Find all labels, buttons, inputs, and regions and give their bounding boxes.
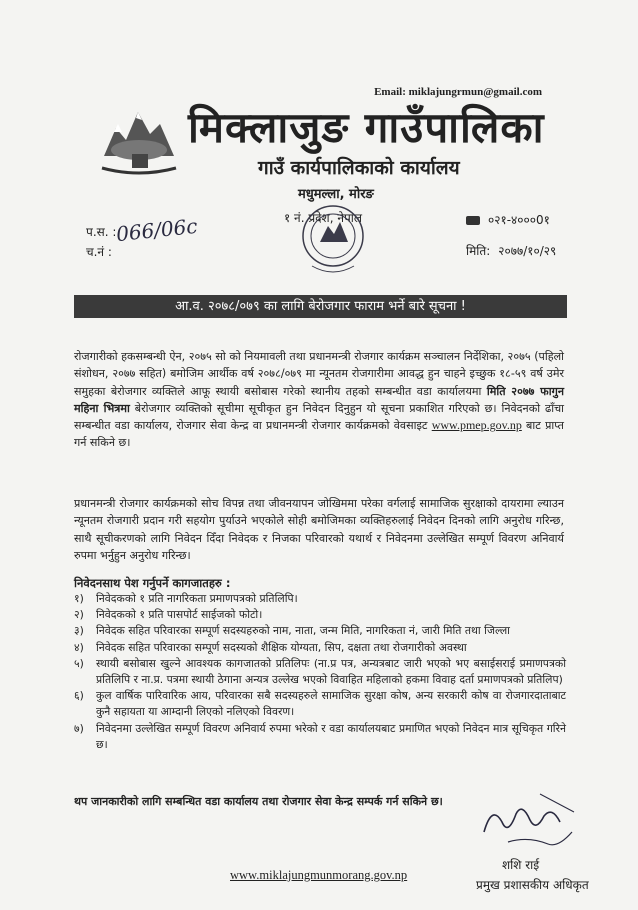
office-address: मधुमल्ला, मोरङ xyxy=(298,187,374,202)
body-paragraph-1 xyxy=(74,348,564,452)
notice-date xyxy=(466,242,556,259)
official-stamp-seal xyxy=(298,198,368,280)
telephone-icon xyxy=(466,216,480,225)
list-item: ६) कुल वार्षिक पारिवारिक आय, परिवारका सबै सदस्यहरुले सामाजिक सुरक्षा कोष, अन्य सरकारी कोष वा रोजगारदाताबाट कुनै सहायता या आम्दानी लिएको नलिएको विवरण। xyxy=(74,689,566,719)
reference-label: प.स. : xyxy=(86,225,117,239)
list-item: २) निवेदकको १ प्रति पासपोर्ट साईजको फोटो। xyxy=(74,608,263,622)
notice-title-banner: आ.व. २०७८/०७९ का लागि बेरोजगार फाराम भर्ने बारे सूचना ! xyxy=(74,295,567,318)
pmep-website-link[interactable]: www.pmep.gov.np xyxy=(431,418,522,433)
body-paragraph-2: प्रधानमन्त्री रोजगार कार्यक्रमको सोच विपन्न तथा जीवनयापन जोखिममा परेका वर्गलाई सामाजिक सुरक्षाको दायरामा ल्याउन न्यूनतम रोजगारी प्रदान गरी सहयोग पुर्याउने भएकोले सोही बमोजिमका व्यक्तिहरुलाई निवेदन दिनको लागि अनुरोध गरिन्छ, साथै सूचीकरणको लागि निवेदन दिँदा निवेदक र निजका परिवारको यथार्थ र निवेदनमा उल्लेखित सम्पूर्ण विवरण अनिवार्य रुपमा भर्नुहुन अनुरोध गरिन्छ। xyxy=(74,497,564,562)
nepal-emblem-logo xyxy=(96,98,182,178)
list-item: ५) स्थायी बसोबास खुल्ने आवश्यक कागजातको प्रतिलिपः (ना.प्र पत्र, अन्यत्रबाट जारी भएको भए बसाईसराई प्रमाणपत्रको प्रतिलिपि र ना.प्र. पत्रमा स्थायी ठेगाना अन्यत्र उल्लेख भएको विवाहित महिलाको हकमा विवाह दर्ता प्रमाणपत्रको प्रतिलिप) xyxy=(74,656,566,687)
municipality-name: मिक्लाजुङ गाउँपालिका xyxy=(188,103,545,152)
documents-heading: निवेदनसाथ पेश गर्नुपर्ने कागजातहरु : xyxy=(74,576,231,590)
signer-name: शशि राई xyxy=(502,858,540,872)
date-value: २०७७/१०/२९ xyxy=(498,244,557,258)
dispatch-number-label: च.नं : xyxy=(86,245,112,259)
para1-text-a: रोजगारीको हकसम्बन्धी ऐन, २०७५ सो को नियमावली तथा प्रधानमन्त्री रोजगार कार्यक्रम सञ्चालन निर्देशिका, २०७५ (पहिलो संशोधन, २०७७ सहित) बमोजिम आर्थीक वर्ष २०७८/०७९ मा न्यूनतम रोजगारीमा आवद्ध हुन चाहने इच्छुक १८-५९ वर्ष उमेर समुहका बेरोजगार व्यक्तिले आफू स्थायी बसोबास गरेको स्थानीय तहको सम्बन्धीत वडा कार्यालयमा xyxy=(74,350,564,398)
reference-number-handwritten: 066/06c xyxy=(114,213,199,247)
list-item: ४) निवेदक सहित परिवारका सम्पूर्ण सदस्यको शैक्षिक योग्यता, सिप, दक्षता तथा रोजगारीको अवस्था xyxy=(74,640,467,654)
list-item: ३) निवेदक सहित परिवारका सम्पूर्ण सदस्यहरुको नाम, नाता, जन्म मिति, नागरिकता नं, जारी मिति तथा जिल्ला xyxy=(74,624,510,638)
phone-text: ०२१-४०००0१ xyxy=(488,213,550,227)
para1-text-c: बाट प्राप्त गर्न सकिने छ। xyxy=(74,419,565,450)
documents-list xyxy=(74,591,566,753)
contact-note: थप जानकारीको लागि सम्बन्धित वडा कार्यालय तथा रोजगार सेवा केन्द्र सम्पर्क गर्न सकिने छ। xyxy=(74,795,443,808)
municipality-website-link[interactable]: www.miklajungmunmorang.gov.np xyxy=(230,868,408,882)
email-address: Email: miklajungrmun@gmail.com xyxy=(374,86,542,98)
signer-title: प्रमुख प्रशासकीय अधिकृत xyxy=(476,878,589,892)
date-label: मिति: xyxy=(466,244,491,258)
para1-text-b: बेरोजगार व्यक्तिको सूचीमा सूचीकृत हुन निवेदन दिनुहुन यो सूचना प्रकाशित गरिएको छ। निवेदनको ढाँचा सम्बन्धीत वडा कार्यालय, रोजगार सेवा केन्द्र वा प्रधानमन्त्री रोजगार कार्यक्रमको वेवसाइट xyxy=(74,401,564,433)
phone-number xyxy=(466,211,550,228)
province-line: १ नं. प्रदेश, नेपाल xyxy=(284,211,363,225)
office-name: गाउँ कार्यपालिकाको कार्यालय xyxy=(258,157,460,179)
list-item: १) निवेदकको १ प्रति नागरिकता प्रमाणपत्रको प्रतिलिपि। xyxy=(74,592,298,605)
list-item: ७) निवेदनमा उल्लेखित सम्पूर्ण विवरण अनिवार्य रुपमा भरेको र वडा कार्यालयबाट प्रमाणित भएको निवेदन मात्र सूचिकृत गरिने छ। xyxy=(74,721,566,751)
handwritten-signature xyxy=(478,792,578,852)
para1-deadline: मिति २०७७ फागुन महिना भित्रमा xyxy=(74,384,564,415)
